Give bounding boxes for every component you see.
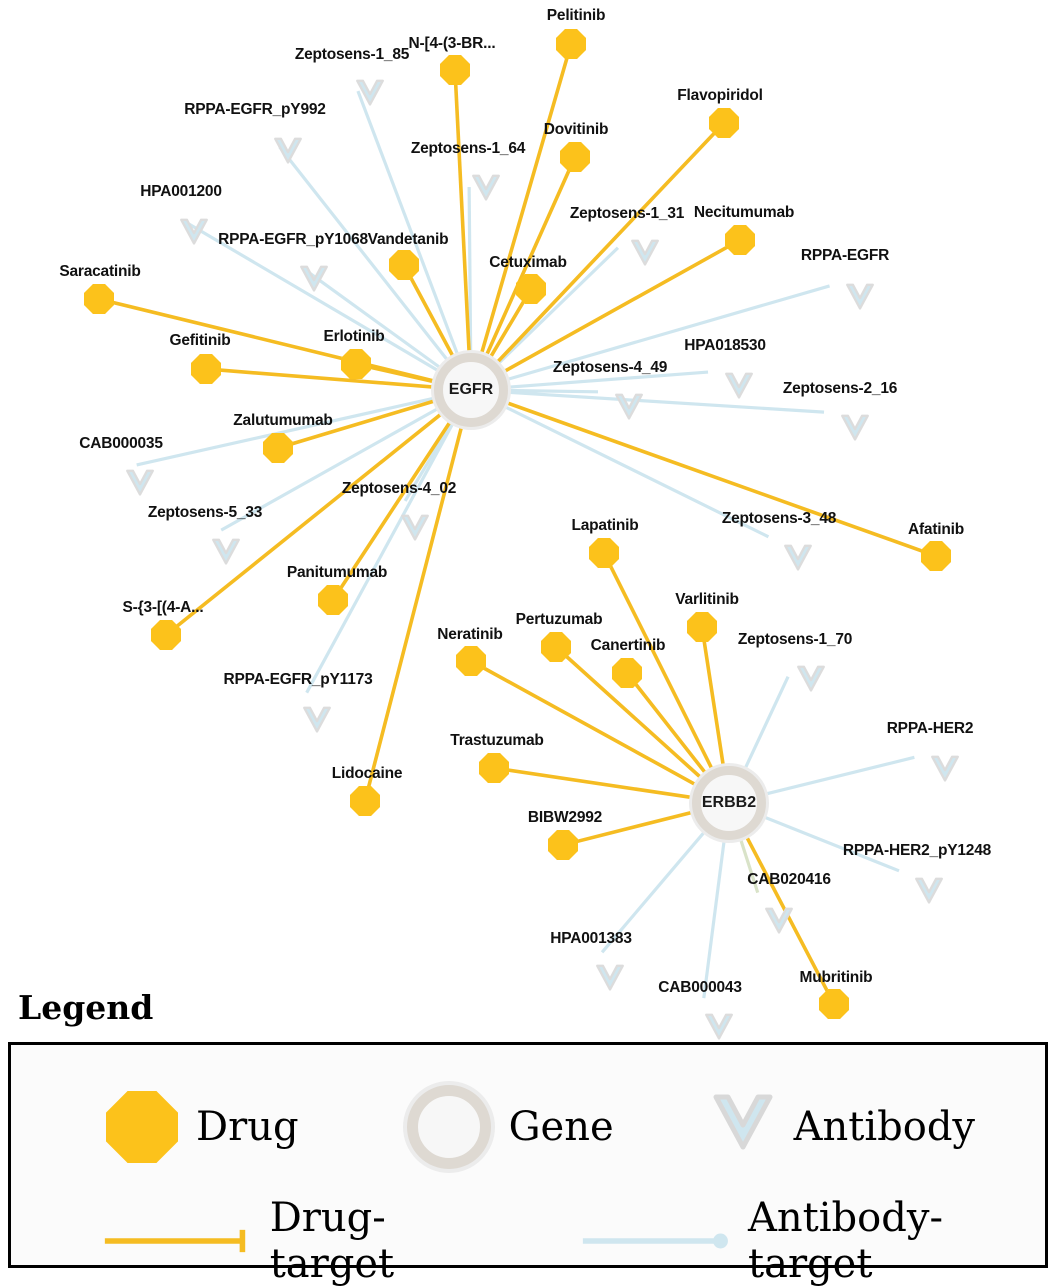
antibody-v-icon	[398, 513, 432, 547]
drug-label: Vandetanib	[367, 231, 449, 248]
antibody-v-icon	[843, 282, 877, 316]
antibody-label: CAB000035	[79, 435, 163, 452]
drug-octagon-icon	[106, 1091, 178, 1163]
drug-node[interactable]	[516, 274, 546, 304]
gene-label: EGFR	[448, 381, 494, 398]
drug-octagon-icon	[589, 538, 619, 568]
antibody-label: Zeptosens-4_02	[341, 480, 457, 497]
drug-label: Saracatinib	[59, 263, 141, 280]
legend-title: Legend	[18, 988, 154, 1027]
drug-node[interactable]	[350, 786, 380, 816]
drug-label: Flavopiridol	[677, 87, 763, 104]
legend-gene-item	[407, 1085, 614, 1169]
drug-label: Erlotinib	[323, 328, 385, 345]
antibody-label: RPPA-HER2_pY1248	[842, 842, 992, 859]
antibody-v-icon	[912, 876, 946, 910]
legend-drug-item	[106, 1091, 299, 1163]
drug-octagon-icon	[440, 55, 470, 85]
drug-node[interactable]	[389, 250, 419, 280]
edge	[744, 677, 788, 771]
drug-octagon-icon	[560, 142, 590, 172]
drug-octagon-icon	[389, 250, 419, 280]
gene-circle-icon	[692, 766, 766, 840]
drug-octagon-icon	[191, 354, 221, 384]
antibody-label: CAB000043	[658, 979, 742, 996]
antibody-target-edge-icon	[581, 1225, 730, 1257]
antibody-label: Zeptosens-1_31	[569, 205, 685, 222]
drug-node[interactable]	[560, 142, 590, 172]
legend-antibody-item	[710, 1091, 975, 1163]
drug-label: Neratinib	[437, 626, 503, 643]
drug-node[interactable]	[709, 108, 739, 138]
antibody-label: HPA001200	[140, 183, 222, 200]
drug-node[interactable]	[687, 612, 717, 642]
edge	[508, 770, 694, 798]
antibody-label: Zeptosens-3_48	[721, 510, 837, 527]
antibody-label: RPPA-EGFR_pY1068	[218, 231, 368, 248]
drug-label: Pelitinib	[546, 7, 606, 24]
gene-label: ERBB2	[701, 794, 757, 811]
legend-drug-target-item	[103, 1195, 493, 1287]
antibody-label: Zeptosens-2_16	[782, 380, 898, 397]
drug-octagon-icon	[725, 225, 755, 255]
drug-node[interactable]	[318, 585, 348, 615]
drug-label: Pertuzumab	[515, 611, 603, 628]
drug-label: Gefitinib	[169, 332, 231, 349]
edge	[764, 757, 914, 794]
drug-octagon-icon	[516, 274, 546, 304]
drug-octagon-icon	[456, 646, 486, 676]
antibody-label: CAB020416	[747, 871, 831, 888]
legend-drug-target-label: Drug-target	[269, 1195, 395, 1287]
edge	[704, 839, 725, 998]
drug-node[interactable]	[541, 632, 571, 662]
drug-octagon-icon	[556, 29, 586, 59]
antibody-label: RPPA-EGFR	[800, 247, 890, 264]
drug-label: S-{3-[(4-A...	[122, 599, 204, 616]
drug-octagon-icon	[819, 989, 849, 1019]
drug-octagon-icon	[84, 284, 114, 314]
antibody-v-icon	[612, 392, 646, 426]
drug-node[interactable]	[191, 354, 221, 384]
drug-node[interactable]	[479, 753, 509, 783]
antibody-v-icon	[271, 136, 305, 170]
antibody-label: HPA018530	[684, 337, 766, 354]
legend-drug-label: Drug	[196, 1104, 299, 1150]
drug-node[interactable]	[612, 658, 642, 688]
drug-octagon-icon	[709, 108, 739, 138]
drug-label: Trastuzumab	[450, 732, 544, 749]
antibody-v-icon	[710, 1091, 776, 1163]
antibody-v-icon	[300, 705, 334, 739]
drug-label: Cetuximab	[489, 254, 567, 271]
drug-node[interactable]	[456, 646, 486, 676]
drug-octagon-icon	[151, 620, 181, 650]
legend-antibody-label: Antibody	[793, 1104, 976, 1150]
drug-octagon-icon	[318, 585, 348, 615]
drug-label: Necitumumab	[693, 204, 795, 221]
antibody-label: Zeptosens-1_64	[410, 140, 526, 157]
gene-circle-icon	[407, 1085, 491, 1169]
drug-octagon-icon	[687, 612, 717, 642]
edge	[507, 392, 824, 412]
antibody-v-icon	[762, 906, 796, 940]
drug-node[interactable]	[341, 349, 371, 379]
antibody-v-icon	[209, 537, 243, 571]
drug-label: Lidocaine	[331, 765, 403, 782]
drug-octagon-icon	[341, 349, 371, 379]
drug-label: Mubritinib	[799, 969, 873, 986]
drug-node[interactable]	[84, 284, 114, 314]
antibody-label: Zeptosens-1_70	[737, 631, 853, 648]
edge	[704, 641, 723, 768]
drug-target-edge-icon	[103, 1225, 252, 1257]
antibody-label: Zeptosens-5_33	[147, 504, 263, 521]
drug-octagon-icon	[541, 632, 571, 662]
drug-label: Varlitinib	[675, 591, 739, 608]
antibody-v-icon	[297, 264, 331, 298]
legend-symbols-row	[11, 1085, 1045, 1169]
antibody-v-icon	[123, 468, 157, 502]
drug-node[interactable]	[589, 538, 619, 568]
antibody-v-icon	[702, 1012, 736, 1046]
edge	[358, 91, 458, 356]
antibody-v-icon	[593, 963, 627, 997]
gene-circle-icon	[434, 353, 508, 427]
antibody-label: RPPA-EGFR_pY992	[184, 101, 326, 118]
antibody-label: RPPA-EGFR_pY1173	[223, 671, 373, 688]
legend-box	[8, 1042, 1048, 1287]
drug-label: Dovitinib	[543, 121, 609, 138]
antibody-v-icon	[838, 413, 872, 447]
drug-octagon-icon	[612, 658, 642, 688]
legend-edges-row	[11, 1195, 1045, 1287]
antibody-v-icon	[353, 78, 387, 112]
antibody-v-icon	[794, 664, 828, 698]
drug-node[interactable]	[440, 55, 470, 85]
legend-gene-label: Gene	[508, 1104, 614, 1150]
gene-node[interactable]	[692, 766, 766, 840]
drug-node[interactable]	[556, 29, 586, 59]
gene-node[interactable]	[434, 353, 508, 427]
antibody-label: RPPA-HER2	[886, 720, 974, 737]
drug-node[interactable]	[548, 830, 578, 860]
antibody-v-icon	[928, 754, 962, 788]
drug-octagon-icon	[350, 786, 380, 816]
edge	[456, 84, 470, 354]
drug-octagon-icon	[479, 753, 509, 783]
legend-antibody-target-item	[581, 1195, 1045, 1287]
drug-label: Afatinib	[907, 521, 965, 538]
drug-octagon-icon	[263, 433, 293, 463]
drug-octagon-icon	[548, 830, 578, 860]
legend-antibody-target-label: Antibody-target	[748, 1195, 943, 1287]
drug-octagon-icon	[921, 541, 951, 571]
drug-label: N-[4-(3-BR...	[408, 35, 496, 52]
drug-label: Canertinib	[590, 637, 666, 654]
edge	[370, 367, 436, 382]
drug-label: Lapatinib	[571, 517, 639, 534]
drug-node[interactable]	[819, 989, 849, 1019]
drug-label: Panitumumab	[286, 564, 388, 581]
antibody-v-icon	[781, 543, 815, 577]
drug-node[interactable]	[725, 225, 755, 255]
antibody-label: Zeptosens-4_49	[552, 359, 668, 376]
drug-node[interactable]	[151, 620, 181, 650]
antibody-v-icon	[469, 173, 503, 207]
drug-label: BIBW2992	[527, 809, 603, 826]
drug-node[interactable]	[921, 541, 951, 571]
drug-node[interactable]	[263, 433, 293, 463]
antibody-label: Zeptosens-1_85	[294, 46, 410, 63]
antibody-v-icon	[628, 238, 662, 272]
antibody-v-icon	[722, 371, 756, 405]
drug-label: Zalutumumab	[233, 412, 333, 429]
edge	[483, 668, 697, 786]
antibody-label: HPA001383	[550, 930, 632, 947]
antibody-v-icon	[177, 217, 211, 251]
